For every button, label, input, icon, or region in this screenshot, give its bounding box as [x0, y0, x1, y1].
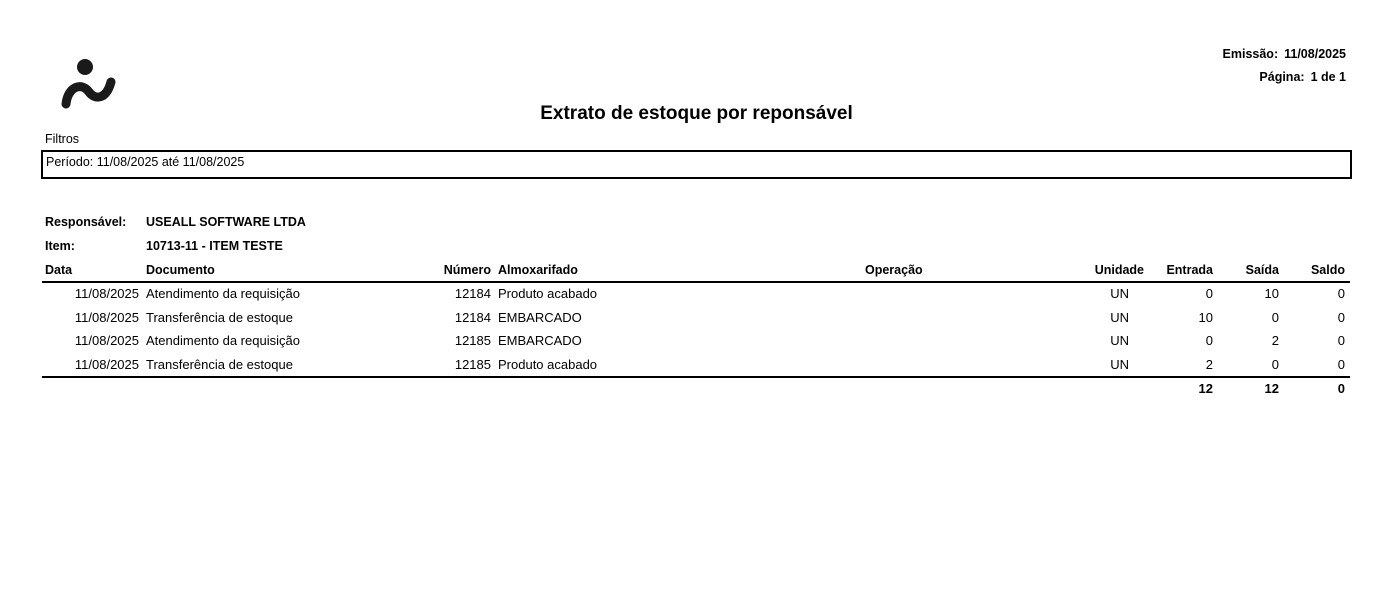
- cell-saldo: 0: [1337, 333, 1345, 348]
- cell-documento: Atendimento da requisição: [146, 333, 300, 348]
- total-saldo: 0: [1337, 381, 1345, 396]
- cell-data: 11/08/2025: [74, 310, 139, 325]
- cell-saldo: 0: [1337, 357, 1345, 372]
- cell-almoxarifado: Produto acabado: [498, 286, 598, 301]
- cell-numero: 12185: [454, 333, 491, 348]
- cell-saida: 2: [1271, 333, 1279, 348]
- period-filter: Período: 11/08/2025 até 11/08/2025: [46, 155, 245, 169]
- cell-documento: Atendimento da requisição: [146, 286, 300, 301]
- cell-saldo: 0: [1337, 310, 1345, 325]
- cell-numero: 12184: [454, 310, 491, 325]
- cell-unidade: UN: [1110, 286, 1129, 301]
- cell-documento: Transferência de estoque: [146, 310, 293, 325]
- item-label: Item:: [45, 239, 75, 253]
- cell-entrada: 0: [1205, 286, 1213, 301]
- total-saida: 12: [1264, 381, 1279, 396]
- table-row: [0, 310, 1393, 332]
- table-row: [0, 333, 1393, 355]
- report-title: Extrato de estoque por reponsável: [540, 103, 853, 124]
- cell-numero: 12185: [454, 357, 491, 372]
- total-entrada: 12: [1198, 381, 1213, 396]
- page-indicator-label: Página:: [1259, 70, 1305, 84]
- emission-date: [1223, 47, 1346, 61]
- col-header-saldo: Saldo: [1310, 263, 1345, 277]
- emission-date-label: Emissão:: [1222, 47, 1279, 61]
- col-header-data: Data: [45, 263, 73, 277]
- filters-label: Filtros: [45, 132, 80, 146]
- header-divider: [42, 281, 1350, 283]
- cell-unidade: UN: [1110, 357, 1129, 372]
- cell-unidade: UN: [1110, 333, 1129, 348]
- col-header-operacao: Operação: [865, 263, 923, 277]
- cell-data: 11/08/2025: [74, 333, 139, 348]
- filters-box: [41, 150, 1352, 179]
- item-value: 10713-11 - ITEM TESTE: [146, 239, 283, 253]
- cell-saida: 0: [1271, 310, 1279, 325]
- col-header-unidade: Unidade: [1094, 263, 1144, 277]
- cell-entrada: 10: [1198, 310, 1213, 325]
- cell-data: 11/08/2025: [74, 357, 139, 372]
- company-logo-icon: [58, 56, 120, 110]
- col-header-entrada: Entrada: [1166, 263, 1213, 277]
- cell-almoxarifado: EMBARCADO: [498, 333, 582, 348]
- cell-numero: 12184: [454, 286, 491, 301]
- totals-divider: [42, 376, 1350, 378]
- cell-saida: 0: [1271, 357, 1279, 372]
- cell-almoxarifado: Produto acabado: [498, 357, 598, 372]
- col-header-documento: Documento: [146, 263, 215, 277]
- responsavel-value: USEALL SOFTWARE LTDA: [146, 215, 306, 229]
- cell-entrada: 2: [1205, 357, 1213, 372]
- cell-entrada: 0: [1205, 333, 1213, 348]
- cell-unidade: UN: [1110, 310, 1129, 325]
- table-row: [0, 286, 1393, 308]
- cell-saldo: 0: [1337, 286, 1345, 301]
- col-header-saida: Saída: [1245, 263, 1279, 277]
- cell-saida: 10: [1264, 286, 1279, 301]
- responsavel-label: Responsável:: [45, 215, 127, 229]
- col-header-almoxarifado: Almoxarifado: [498, 263, 578, 277]
- cell-data: 11/08/2025: [74, 286, 139, 301]
- emission-date-value: 11/08/2025: [1284, 47, 1346, 61]
- page-indicator: [1259, 70, 1346, 84]
- cell-almoxarifado: EMBARCADO: [498, 310, 582, 325]
- page-indicator-value: 1 de 1: [1310, 70, 1346, 84]
- cell-documento: Transferência de estoque: [146, 357, 293, 372]
- col-header-numero: Número: [443, 263, 491, 277]
